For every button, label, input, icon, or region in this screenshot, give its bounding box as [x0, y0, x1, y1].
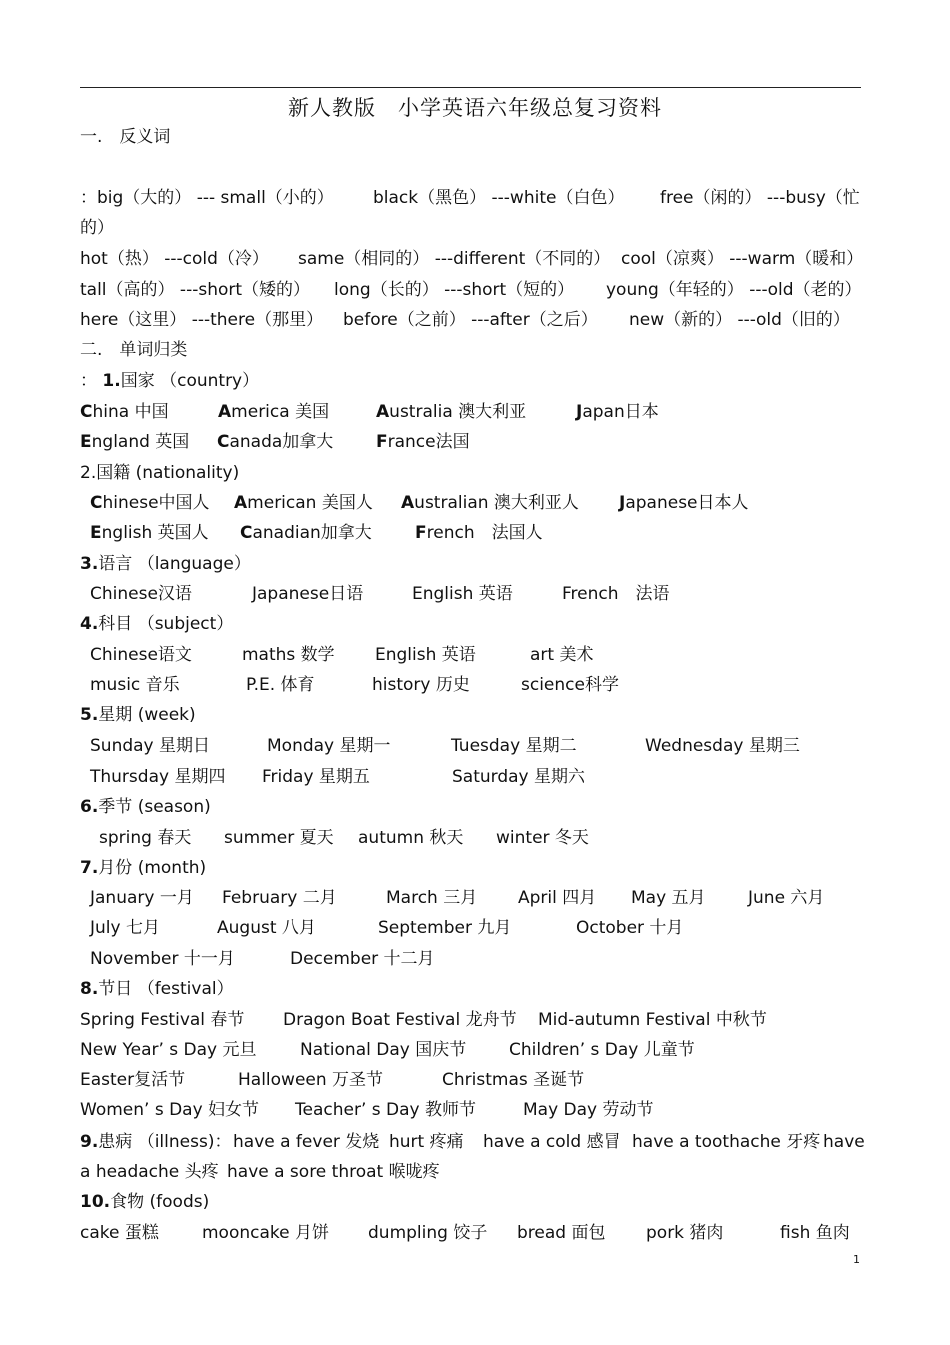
page-number: 1: [853, 1253, 860, 1266]
word-item: art 美术: [530, 645, 594, 665]
word-item: June 六月: [748, 888, 825, 908]
word-item: Canada加拿大: [217, 432, 334, 452]
category-heading-language: 3.语言 （language）: [80, 554, 251, 574]
word-item: English 英语: [375, 645, 476, 665]
word-item: Friday 星期五: [262, 767, 370, 787]
word-item: French 法国人: [415, 523, 543, 543]
word-item: Wednesday 星期三: [645, 736, 800, 756]
word-item: Canadian加拿大: [240, 523, 372, 543]
word-item: summer 夏天: [224, 828, 334, 848]
word-item: National Day 国庆节: [300, 1040, 467, 1060]
word-item: winter 冬天: [496, 828, 589, 848]
antonym-pair: long（长的） ---short（短的）: [334, 280, 575, 300]
word-item: Thursday 星期四: [90, 767, 226, 787]
word-item: have a fever 发烧: [233, 1132, 380, 1152]
word-item: Monday 星期一: [267, 736, 391, 756]
word-item: have: [823, 1132, 865, 1152]
word-item: May Day 劳动节: [523, 1100, 654, 1120]
antonym-pair: same（相同的） ---different（不同的）: [298, 249, 611, 269]
word-item: Australian 澳大利亚人: [401, 493, 579, 513]
word-item: Japanese日本人: [619, 493, 749, 513]
antonym-pair: free（闲的） ---busy（忙: [660, 188, 860, 208]
word-item: autumn 秋天: [358, 828, 464, 848]
word-item: American 美国人: [234, 493, 373, 513]
word-item: dumpling 饺子: [368, 1223, 488, 1243]
word-item: September 九月: [378, 918, 512, 938]
word-item: December 十二月: [290, 949, 435, 969]
antonym-pair: here（这里） ---there（那里）: [80, 310, 324, 330]
word-item: have a sore throat 喉咙疼: [227, 1162, 440, 1182]
word-item: Japan日本: [576, 402, 659, 422]
word-item: P.E. 体育: [246, 675, 315, 695]
word-item: English 英国人: [90, 523, 209, 543]
word-item: May 五月: [631, 888, 706, 908]
category-heading-subject: 4.科目 （subject）: [80, 614, 234, 634]
section-heading-categories: 二. 单词归类: [80, 340, 188, 360]
word-item: April 四月: [518, 888, 597, 908]
word-item: science科学: [521, 675, 619, 695]
word-item: October 十月: [576, 918, 684, 938]
word-item: Chinese汉语: [90, 584, 192, 604]
word-item: maths 数学: [242, 645, 335, 665]
word-item: February 二月: [222, 888, 337, 908]
word-item: history 历史: [372, 675, 470, 695]
word-item: July 七月: [90, 918, 160, 938]
antonym-pair: cool（凉爽） ---warm（暖和）: [621, 249, 864, 269]
antonym-pair-wrap: 的）: [80, 218, 114, 238]
word-item: Teacher’ s Day 教师节: [295, 1100, 476, 1120]
word-item: Saturday 星期六: [452, 767, 586, 787]
antonym-pair: new（新的） ---old（旧的）: [629, 310, 850, 330]
word-item: France法国: [376, 432, 470, 452]
word-item: March 三月: [386, 888, 478, 908]
word-item: French 法语: [562, 584, 670, 604]
word-item: English 英语: [412, 584, 513, 604]
word-item: Halloween 万圣节: [238, 1070, 384, 1090]
word-item: hurt 疼痛: [389, 1132, 464, 1152]
word-item: bread 面包: [517, 1223, 606, 1243]
word-item: Children’ s Day 儿童节: [509, 1040, 695, 1060]
word-item: Chinese语文: [90, 645, 192, 665]
section-heading-antonyms: 一. 反义词: [80, 127, 171, 147]
page-title: 新人教版 小学英语六年级总复习资料: [288, 96, 662, 120]
category-heading-foods: 10.食物 (foods): [80, 1192, 210, 1212]
word-item: Christmas 圣诞节: [442, 1070, 585, 1090]
word-item: November 十一月: [90, 949, 235, 969]
word-item: China 中国: [80, 402, 169, 422]
word-item: England 英国: [80, 432, 190, 452]
word-item: fish 鱼肉: [780, 1223, 850, 1243]
word-item: mooncake 月饼: [202, 1223, 330, 1243]
category-heading-season: 6.季节 (season): [80, 797, 211, 817]
word-item: music 音乐: [90, 675, 180, 695]
antonym-pair: before（之前） ---after（之后）: [343, 310, 598, 330]
antonym-pair: black（黑色） ---white（白色）: [373, 188, 625, 208]
header-rule: [80, 87, 861, 88]
word-item: Easter复活节: [80, 1070, 186, 1090]
word-item: pork 猪肉: [646, 1223, 724, 1243]
word-item: America 美国: [218, 402, 330, 422]
word-item: January 一月: [90, 888, 194, 908]
category-heading-country: ： 1.国家 （country）: [80, 371, 260, 391]
word-item: have a cold 感冒: [483, 1132, 621, 1152]
word-item: cake 蛋糕: [80, 1223, 159, 1243]
category-heading-festival: 8.节日 （festival）: [80, 979, 234, 999]
word-item: Japanese日语: [252, 584, 364, 604]
word-item: Women’ s Day 妇女节: [80, 1100, 260, 1120]
word-item: Mid-autumn Festival 中秋节: [538, 1010, 767, 1030]
word-item: spring 春天: [99, 828, 192, 848]
word-item: Tuesday 星期二: [451, 736, 577, 756]
word-item: Chinese中国人: [90, 493, 210, 513]
word-item: Spring Festival 春节: [80, 1010, 245, 1030]
word-item: have a toothache 牙疼: [632, 1132, 821, 1152]
word-item: New Year’ s Day 元旦: [80, 1040, 257, 1060]
antonym-pair: young（年轻的） ---old（老的）: [606, 280, 862, 300]
antonym-pair: tall（高的） ---short（矮的）: [80, 280, 311, 300]
category-heading-month: 7.月份 (month): [80, 858, 207, 878]
word-item: Australia 澳大利亚: [376, 402, 527, 422]
word-item: August 八月: [217, 918, 316, 938]
antonym-pair: ：big（大的） --- small（小的）: [80, 188, 334, 208]
category-heading-week: 5.星期 (week): [80, 705, 196, 725]
word-item: a headache 头疼: [80, 1162, 219, 1182]
category-heading-illness: 9.患病 （illness)：: [80, 1132, 232, 1152]
category-heading-nationality: 2.国籍 (nationality): [80, 463, 240, 483]
word-item: Sunday 星期日: [90, 736, 211, 756]
word-item: Dragon Boat Festival 龙舟节: [283, 1010, 517, 1030]
antonym-pair: hot（热） ---cold（冷）: [80, 249, 269, 269]
